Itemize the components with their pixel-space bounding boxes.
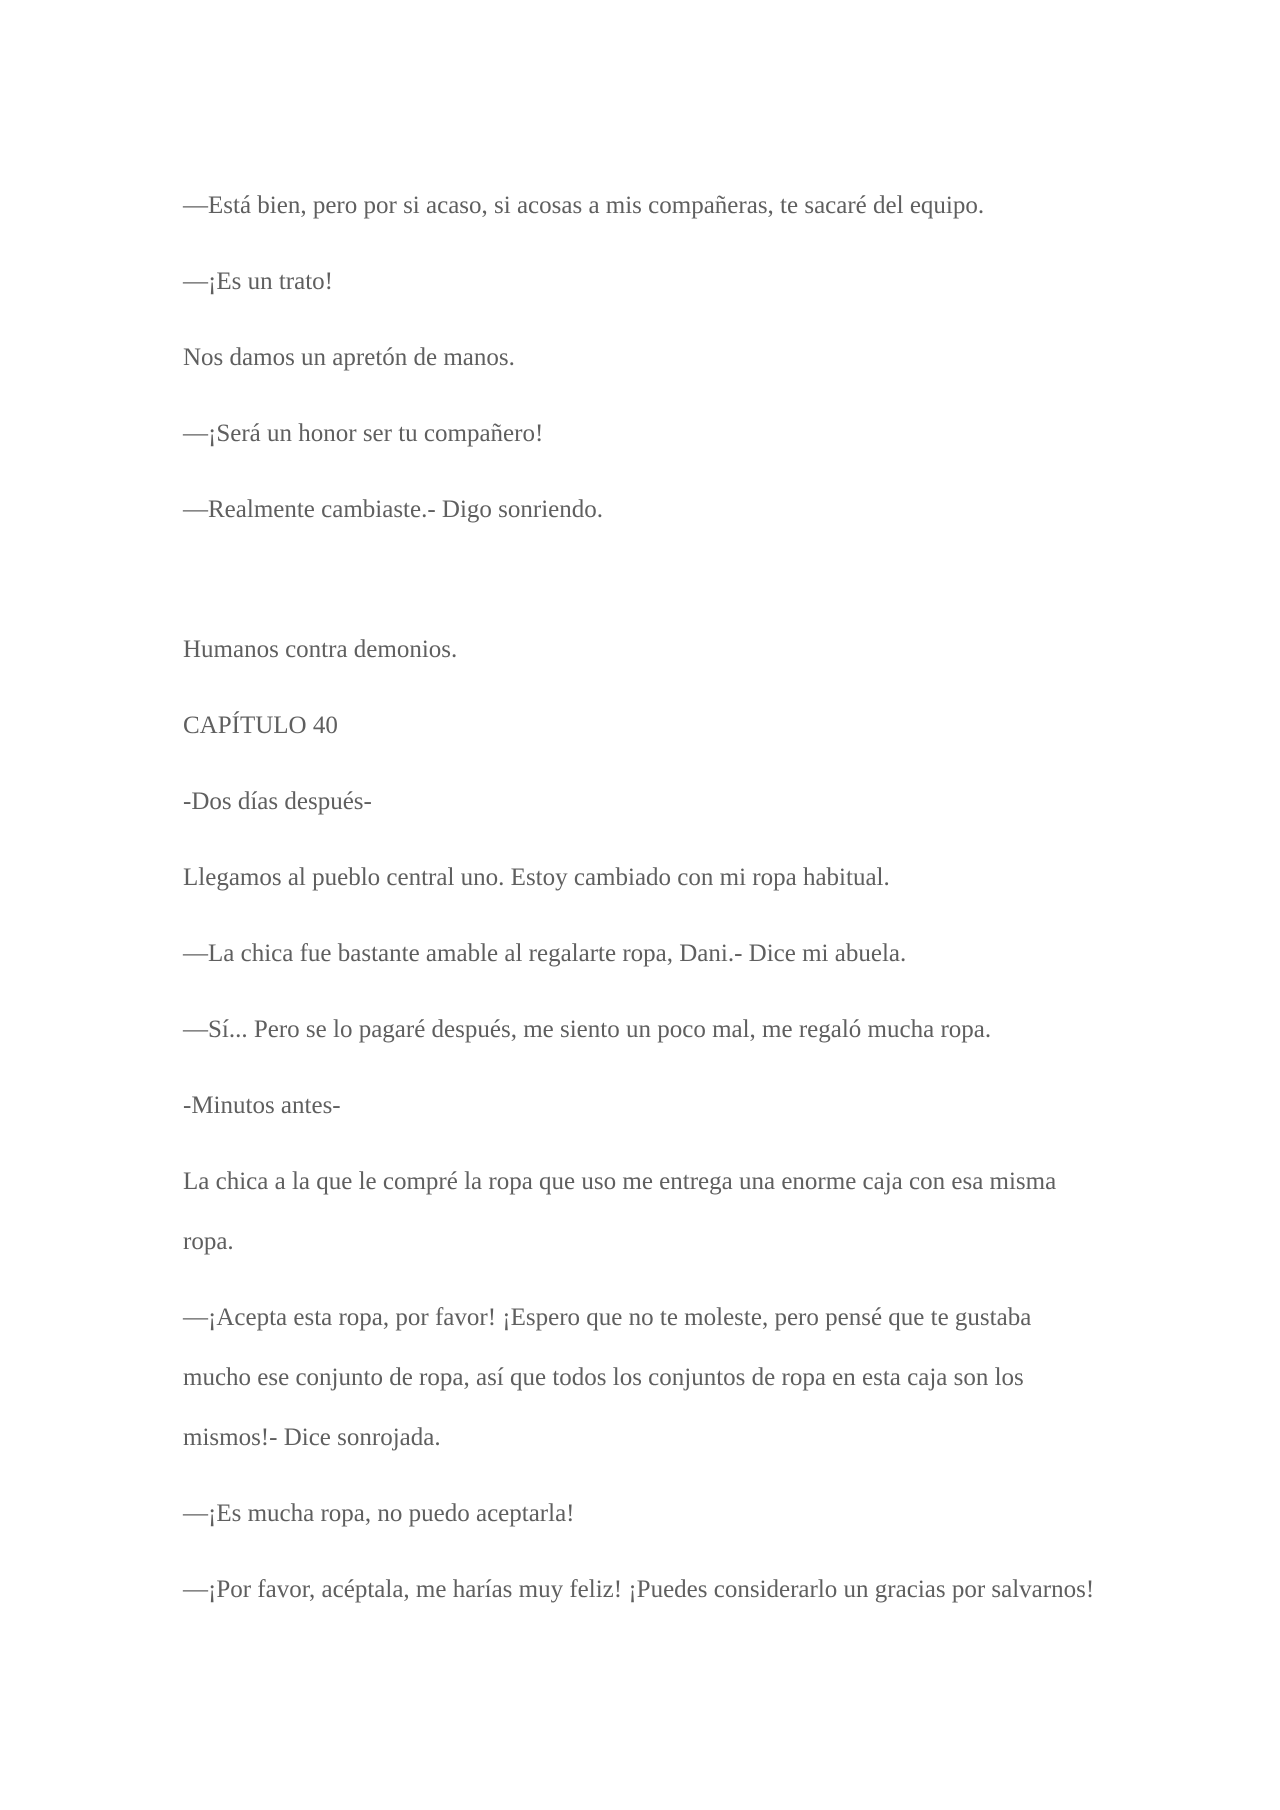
document-body: [183, 176, 1103, 1636]
paragraph: —¡Por favor, acéptala, me harías muy feliz! ¡Puedes considerarlo un gracias por salvarnos!: [183, 1576, 1095, 1603]
paragraph: —Está bien, pero por si acaso, si acosas a mis compañeras, te sacaré del equipo.: [183, 192, 985, 219]
paragraph: -Minutos antes-: [183, 1092, 341, 1119]
paragraph: —¡Es mucha ropa, no puedo aceptarla!: [183, 1500, 575, 1527]
paragraph: —¡Es un trato!: [183, 268, 333, 295]
paragraph: La chica a la que le compré la ropa que uso me entrega una enorme caja con esa misma ropa.: [183, 1168, 1057, 1255]
paragraph: —Sí... Pero se lo pagaré después, me siento un poco mal, me regaló mucha ropa.: [183, 1016, 992, 1043]
paragraph: Nos damos un apretón de manos.: [183, 344, 515, 371]
paragraph: —La chica fue bastante amable al regalarte ropa, Dani.- Dice mi abuela.: [183, 940, 907, 967]
section-break: [183, 556, 1103, 620]
paragraph: —¡Será un honor ser tu compañero!: [183, 420, 544, 447]
paragraph: —Realmente cambiaste.- Digo sonriendo.: [183, 496, 604, 523]
book-title: Humanos contra demonios.: [183, 636, 458, 663]
paragraph: —¡Acepta esta ropa, por favor! ¡Espero que no te moleste, pero pensé que te gustaba mucho ese conjunto de ropa, así que todos los conjuntos de ropa en esta caja son los mismos!- Dice sonrojada.: [183, 1304, 1032, 1451]
chapter-title: CAPÍTULO 40: [183, 712, 338, 739]
paragraph: Llegamos al pueblo central uno. Estoy cambiado con mi ropa habitual.: [183, 864, 890, 891]
paragraph: -Dos días después-: [183, 788, 372, 815]
